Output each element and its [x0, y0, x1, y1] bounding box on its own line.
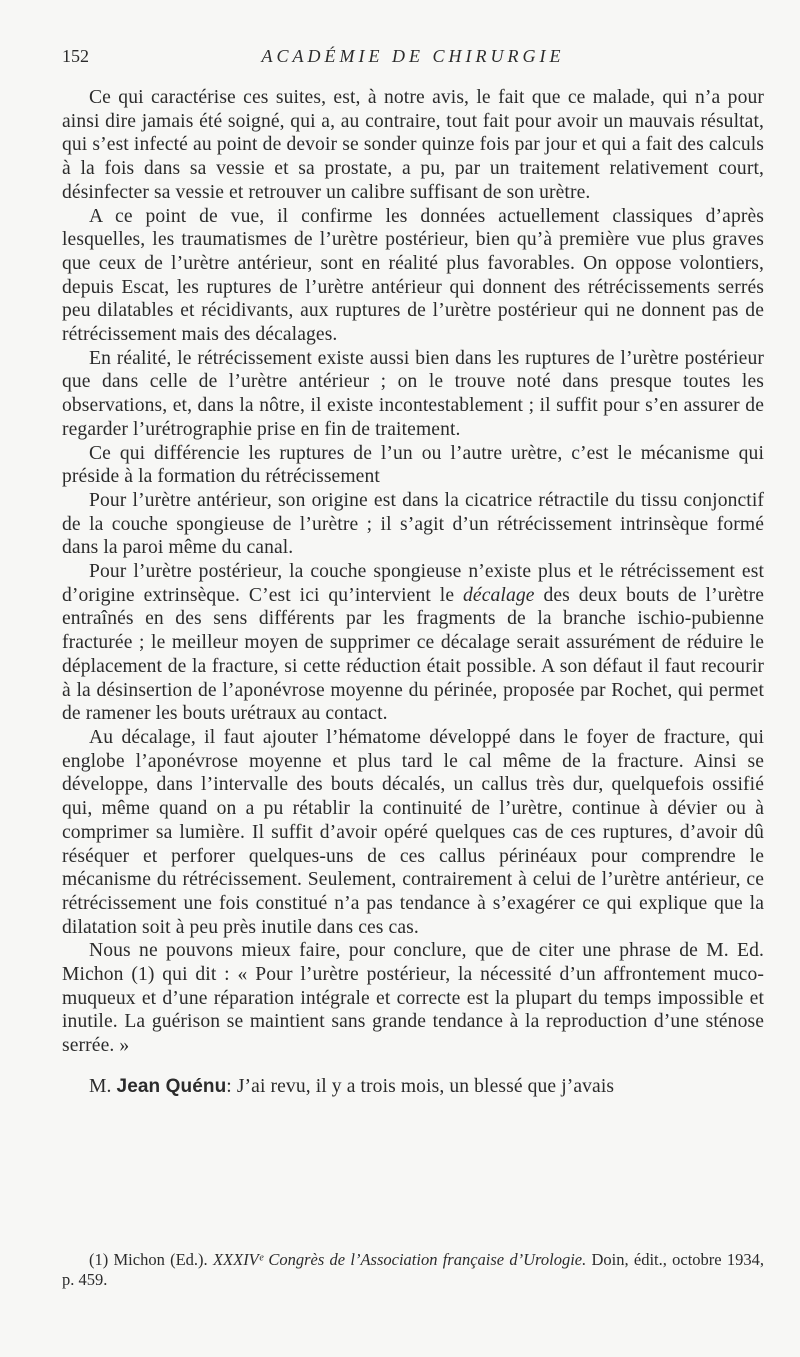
footnote-reference: (1)	[131, 964, 155, 986]
paragraph	[62, 939, 764, 1058]
speech-text: : J’ai revu, il y a trois mois, un blessé que j’avais	[226, 1075, 615, 1097]
speaker-prefix: M.	[89, 1075, 117, 1097]
page-number: 152	[62, 46, 89, 66]
emphasis-term: décalage	[463, 584, 535, 606]
paragraph: Au décalage, il faut ajouter l’hématome développé dans le foyer de fracture, qui englobe l’aponévrose moyenne et plus tard le cal même de la fracture. Ainsi se développe, dans l’intervalle des bouts décalés, un callus très dur, quelquefois ossifié qui, même quand on a pu rétablir la continuité de l’urètre, continue à dévier ou à comprimer sa lumière. Il suffit d’avoir opéré quelques cas de ces ruptures, d’avoir dû réséquer et perforer quelques-uns de ces callus périnéaux pour comprendre le mécanisme du rétrécissement. Seulement, contrairement à celui de l’urètre antérieur, ce rétrécissement une fois constitué n’a pas tendance à s’exagérer ce qui explique que la dilatation soit à peu près inutile dans ces cas.	[62, 726, 764, 938]
paragraph	[62, 560, 764, 726]
footnote-author: Michon (Ed.).	[113, 1250, 208, 1269]
paragraph: En réalité, le rétrécissement existe aussi bien dans les ruptures de l’urètre postérieur que dans celle de l’urètre antérieur ; on le trouve noté dans presque toutes les observations, et, dans la nôtre, il existe incontestablement ; il suffit pour s’en assurer de regarder l’urétrographie prise en fin de traitement.	[62, 347, 764, 440]
page-header	[62, 42, 764, 72]
footnotes	[62, 1250, 764, 1290]
paragraph: Pour l’urètre antérieur, son origine est dans la cicatrice rétractile du tissu conjonctif de la couche spongieuse de l’urètre ; il s’agit d’un rétrécissement intrinsèque formé dans la paroi même du canal.	[62, 489, 764, 559]
speaker-name: Jean Quénu	[116, 1075, 227, 1097]
paragraph-text: Pour l’urètre postérieur, la couche spongieuse n’existe plus et le rétrécissement est d’origine extrinsèque. C’est ici qu’intervient le	[62, 561, 764, 606]
footnote-marker: (1)	[89, 1250, 109, 1269]
running-title: ACADÉMIE DE CHIRURGIE	[261, 46, 565, 66]
footnote-title: XXXIVᵉ Congrès de l’Association française d’Urologie.	[212, 1250, 587, 1269]
footnote-publisher: Doin, édit., octobre 1934, p. 459.	[62, 1250, 765, 1289]
speech-paragraph	[62, 1075, 764, 1099]
footnote	[62, 1250, 764, 1290]
paragraph-text: qui dit : « Pour l’urètre postérieur, la nécessité d’un affrontement muco-muqueux et d’une réparation intégrale et correcte est la plupart du temps impossible et inutile. La guérison se maintient sans grande tendance à la reproduction d’une sténose serrée. »	[62, 964, 764, 1057]
body-text	[62, 86, 764, 1099]
paragraph-text: Nous ne pouvons mieux faire, pour conclure, que de citer une phrase de M. Ed. Michon	[62, 940, 764, 986]
paragraph: A ce point de vue, il confirme les données actuellement classiques d’après lesquelles, les traumatismes de l’urètre postérieur, bien qu’à première vue plus graves que ceux de l’urètre antérieur, sont en réalité plus favorables. On oppose volontiers, depuis Escat, les ruptures de l’urètre antérieur qui donnent des rétrécissements serrés peu dilatables et récidivants, aux ruptures de l’urètre postérieur qui ne donnent pas de rétrécissement mais des décalages.	[62, 205, 764, 346]
paragraph-text: des deux bouts de l’urètre entraînés en des sens différents par les fragments de la branche ischio-pubienne fracturée ; le meilleur moyen de supprimer ce décalage serait assurément de réduire le déplacement de la fracture, si cette réduction était possible. A son défaut il faut recourir à la désinsertion de l’aponévrose moyenne du périnée, proposée par Rochet, qui permet de ramener les bouts urétraux au contact.	[62, 584, 764, 725]
paragraph: Ce qui caractérise ces suites, est, à notre avis, le fait que ce malade, qui n’a pour ainsi dire jamais été soigné, qui a, au contraire, tout fait pour avoir un mauvais résultat, qui s’est infecté au point de devoir se sonder quinze fois par jour et qui a fait des calculs à la fois dans sa vessie et sa prostate, a pu, par un traitement relativement court, désinfecter sa vessie et retrouver un calibre suffisant de son urètre.	[62, 87, 764, 203]
paragraph: Ce qui différencie les ruptures de l’un ou l’autre urètre, c’est le mécanisme qui préside à la formation du rétrécissement	[62, 442, 764, 488]
